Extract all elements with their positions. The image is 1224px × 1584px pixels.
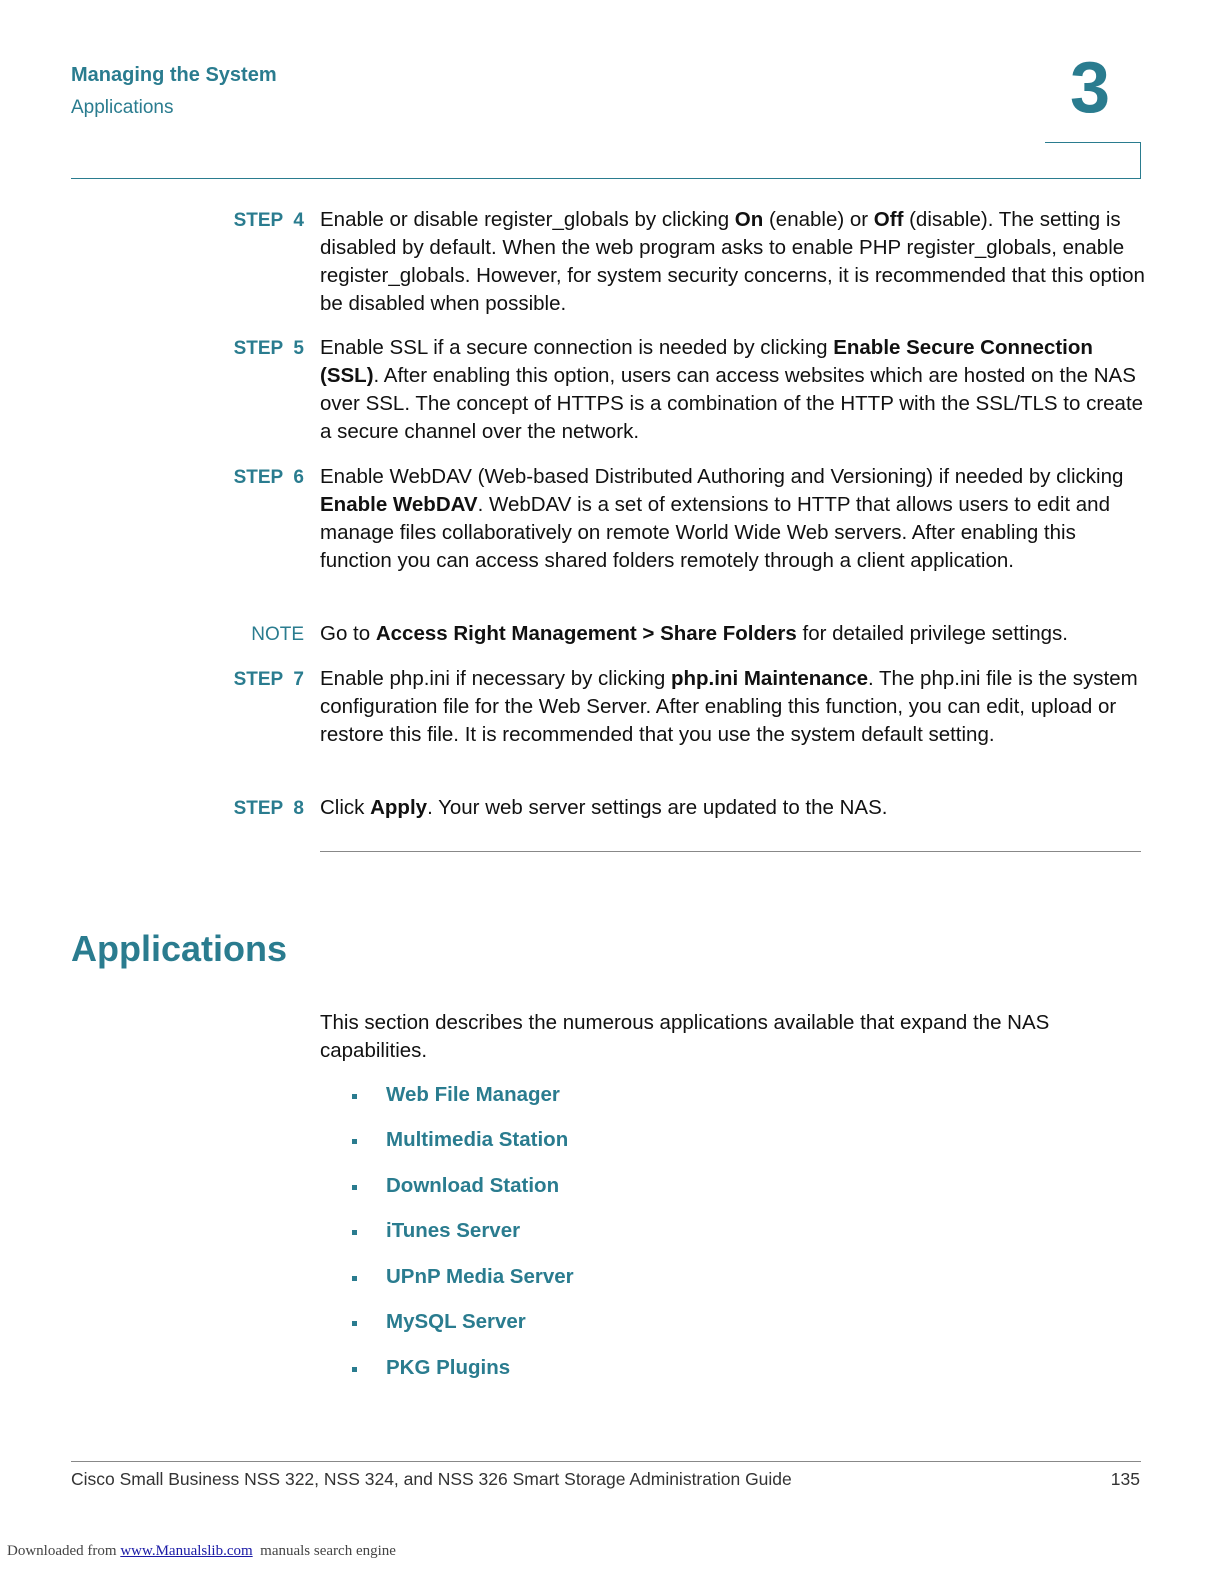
page-number: 135 [1110,1469,1140,1489]
app-list-item [352,1128,852,1158]
download-notice [7,1543,396,1560]
step-label: STEP 4 [233,210,304,231]
step-text [320,794,1145,822]
text-run: . After enabling this option, users can access websites which are hosted on the NAS over SSL. The concept of HTTPS is a combination of the HTTP with the SSL/TLS to create a secure channel over the network. [320,364,1144,443]
header-rule [71,178,1141,179]
text-run: (disable). The setting is disabled by default. When the web program asks to enable PHP register_globals, enable register_globals. However, for system security concerns, it is recommended that this option be disabled when possible. [320,208,1145,315]
download-prefix: Downloaded from [7,1543,121,1559]
bullet-icon [352,1094,357,1099]
text-run: for detailed privilege settings. [796,622,1069,645]
bullet-icon [352,1367,357,1372]
app-list-item [352,1219,852,1249]
step-text [320,334,1145,446]
text-run: Go to [320,622,376,645]
text-run: . Your web server settings are updated to the NAS. [427,796,888,819]
header-title: Managing the System [71,64,277,86]
chapter-number: 3 [1070,48,1111,128]
app-link-itunes-server[interactable]: iTunes Server [386,1219,521,1242]
bullet-icon [352,1139,357,1144]
applications-heading: Applications [71,928,288,969]
bullet-icon [352,1276,357,1281]
manualslib-link[interactable]: www.Manualslib.com [120,1543,253,1559]
chapter-box [1045,142,1141,179]
bold-term: Enable Secure Connection (SSL) [320,336,1093,387]
bold-term: Enable WebDAV [320,493,478,516]
app-link-mysql-server[interactable]: MySQL Server [386,1310,526,1333]
app-list-item [352,1174,852,1204]
bold-term: Apply [370,796,428,819]
header-subtitle: Applications [71,97,174,118]
bold-term: Off [873,208,904,231]
text-run: . The php.ini file is the system configuration file for the Web Server. After enabling this function, you can edit, upload or restore this file. It is recommended that you use the system default setting. [320,667,1138,746]
bold-term: Access Right Management > Share Folders [375,622,797,645]
note-label: NOTE [251,624,304,645]
note-text [320,620,1145,648]
text-run: Enable php.ini if necessary by clicking [320,667,671,690]
step-label: STEP 5 [233,338,304,359]
step-label: STEP 7 [233,669,304,690]
text-run: Enable SSL if a secure connection is needed by clicking [320,336,834,359]
bold-term: php.ini Maintenance [670,667,869,690]
footer-rule [71,1461,1141,1462]
step-label: STEP 8 [233,798,304,819]
app-link-upnp-media-server[interactable]: UPnP Media Server [386,1265,574,1288]
footer-title: Cisco Small Business NSS 322, NSS 324, and NSS 326 Smart Storage Administration Guide [71,1469,792,1489]
bullet-icon [352,1185,357,1190]
app-link-web-file-manager[interactable]: Web File Manager [386,1083,560,1106]
step-text [320,665,1145,749]
step-text [320,463,1145,575]
bullet-icon [352,1230,357,1235]
app-link-download-station[interactable]: Download Station [386,1174,560,1197]
text-run: . WebDAV is a set of extensions to HTTP that allows users to edit and manage files collaboratively on remote World Wide Web servers. After enabling this function you can access shared folders remotely through a client application. [320,493,1110,572]
app-list-item [352,1083,852,1113]
app-link-multimedia-station[interactable]: Multimedia Station [386,1128,569,1151]
text-run: (enable) or [763,208,874,231]
app-list-item [352,1356,852,1386]
text-run: Enable or disable register_globals by clicking [320,208,735,231]
section-rule [320,851,1141,852]
text-run: Enable WebDAV (Web-based Distributed Authoring and Versioning) if needed by clicking [320,465,1124,488]
app-list-item [352,1265,852,1295]
applications-intro: This section describes the numerous applications available that expand the NAS capabilities. [320,1011,1050,1062]
text-run: Click [320,796,371,819]
download-suffix: manuals search engine [252,1543,396,1559]
bullet-icon [352,1321,357,1326]
step-text [320,206,1145,318]
bold-term: On [734,208,764,231]
step-label: STEP 6 [233,467,304,488]
app-link-pkg-plugins[interactable]: PKG Plugins [386,1356,511,1379]
app-list-item [352,1310,852,1340]
